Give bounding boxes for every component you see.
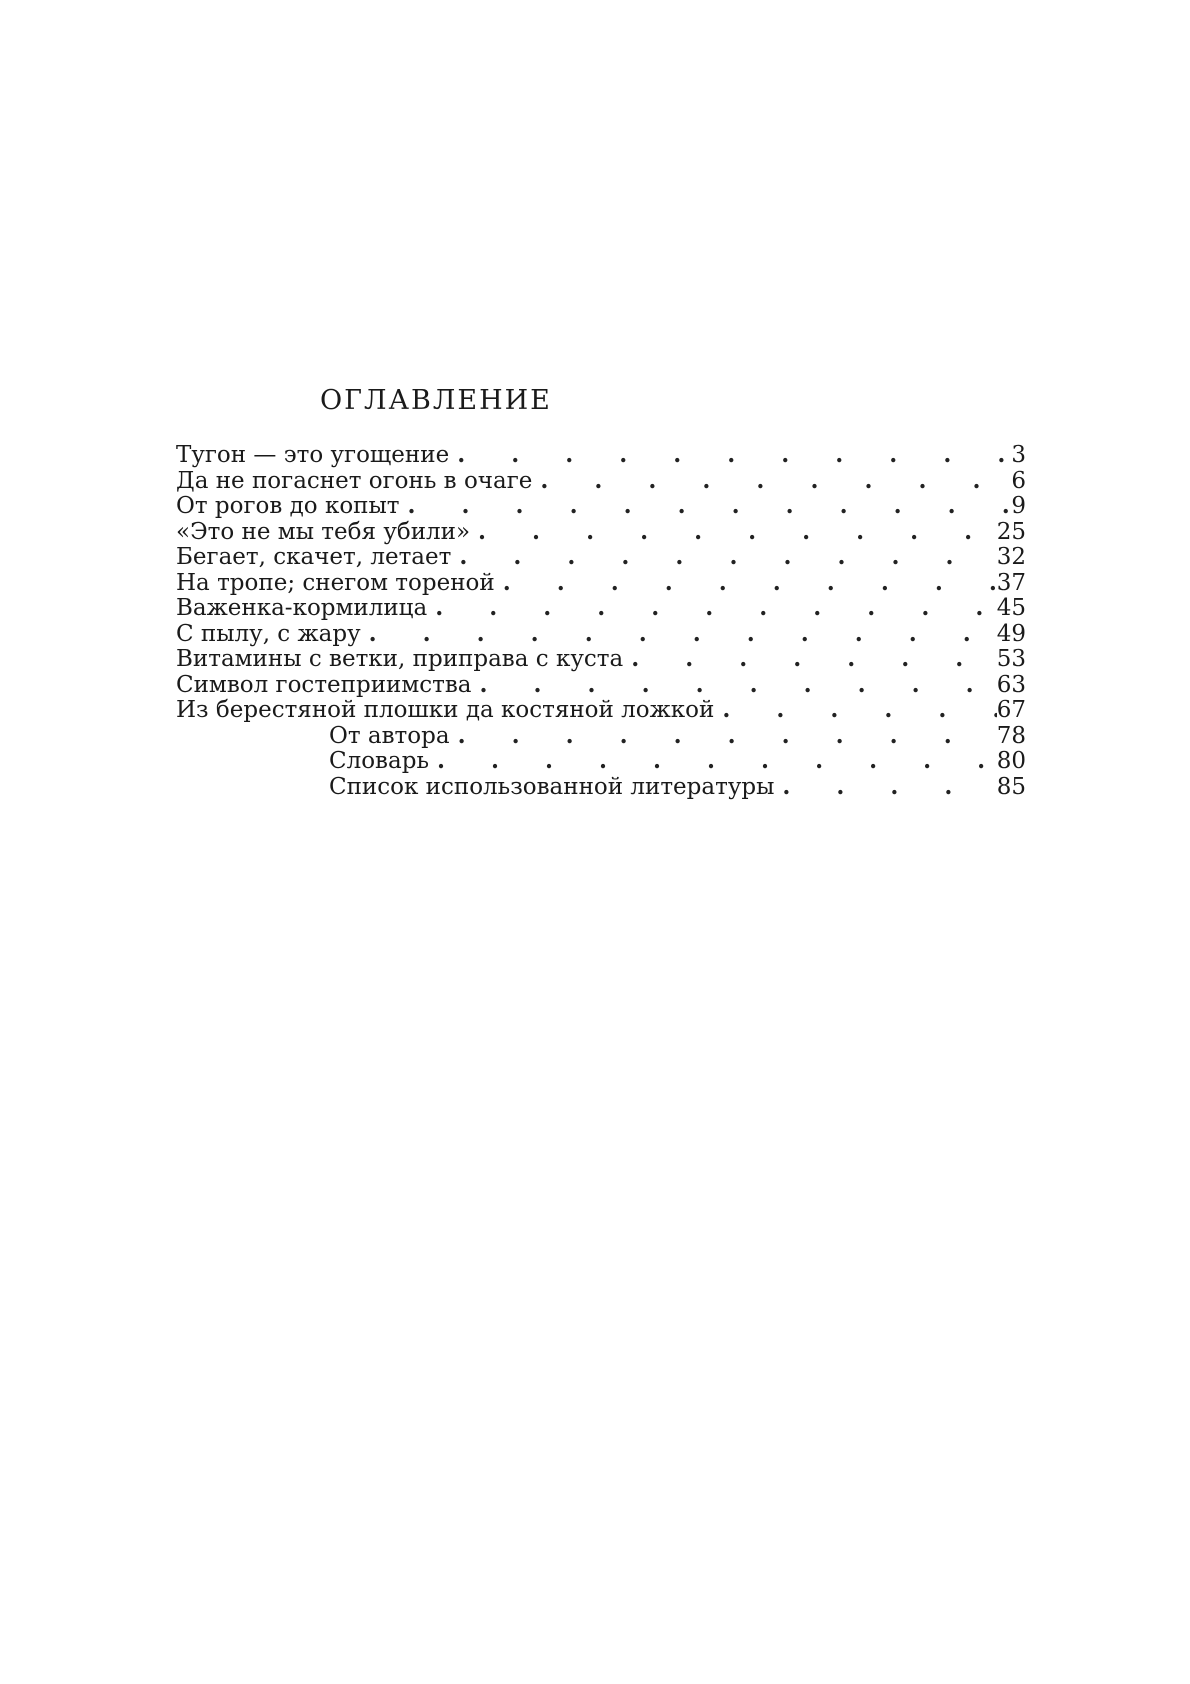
toc-entry-title: От рогов до копыт [176, 493, 400, 519]
toc-entry [176, 519, 1026, 545]
toc-page-number: 67 [996, 697, 1026, 723]
toc-entry [176, 774, 1026, 800]
dot-leader [369, 621, 997, 647]
dot-leader [458, 723, 997, 749]
toc-entry [176, 621, 1026, 647]
toc-entry-title: От автора [329, 722, 450, 749]
toc-page-number: 78 [996, 722, 1026, 749]
toc-title: ОГЛАВЛЕНИЕ [320, 385, 552, 416]
toc-entry [176, 544, 1026, 570]
toc-entry-title: Из берестяной плошки да костяной ложкой [176, 697, 715, 723]
toc-entry [176, 646, 1026, 672]
toc-page-number: 80 [996, 748, 1026, 774]
dot-leader [480, 672, 997, 698]
toc-page-number: 32 [996, 544, 1026, 570]
toc-entry-title: Список использованной литературы [329, 773, 775, 800]
dot-leader [540, 468, 1011, 494]
toc-entry-title: «Это не мы тебя убили» [176, 518, 471, 545]
toc-entry [176, 570, 1026, 596]
dot-leader [435, 595, 997, 621]
toc-page-number: 53 [996, 646, 1026, 672]
dot-leader [459, 544, 996, 570]
toc-page-number: 6 [1011, 467, 1026, 494]
toc-entry-title: Символ гостеприимства [176, 671, 472, 698]
toc-page-number: 85 [996, 773, 1026, 800]
dot-leader [478, 519, 997, 545]
toc-entry [176, 672, 1026, 698]
toc-entry-title: С пылу, с жару [176, 620, 361, 647]
dot-leader [457, 442, 1011, 468]
toc-entry [176, 595, 1026, 621]
toc-page-number: 49 [996, 620, 1026, 647]
toc-entry-title: Да не погаснет огонь в очаге [176, 467, 533, 494]
toc-entry-title: Витамины с ветки, приправа с куста [176, 646, 624, 672]
dot-leader [503, 570, 997, 596]
toc-page-number: 25 [996, 518, 1026, 545]
toc-page-number: 37 [996, 569, 1026, 596]
dot-leader [631, 646, 997, 672]
toc-entry-title: Бегает, скачет, летает [176, 544, 452, 570]
toc-entry [176, 723, 1026, 749]
dot-leader [408, 493, 1012, 519]
dot-leader [782, 774, 996, 800]
toc-entry-title: Тугон — это угощение [176, 442, 450, 468]
toc-entry [176, 493, 1026, 519]
toc-entry [176, 442, 1026, 468]
toc-page-number: 3 [1011, 442, 1026, 468]
toc-entry-title: На тропе; снегом тореной [176, 569, 495, 596]
toc-page-number: 63 [996, 671, 1026, 698]
toc-entry-title: Важенка-кормилица [176, 595, 428, 621]
toc-entry-title: Словарь [329, 748, 429, 774]
table-of-contents [176, 442, 1026, 799]
dot-leader [437, 748, 997, 774]
toc-page-number: 45 [996, 595, 1026, 621]
toc-page-number: 9 [1011, 493, 1026, 519]
dot-leader [722, 697, 996, 723]
toc-entry [176, 748, 1026, 774]
toc-entry [176, 468, 1026, 494]
toc-entry [176, 697, 1026, 723]
